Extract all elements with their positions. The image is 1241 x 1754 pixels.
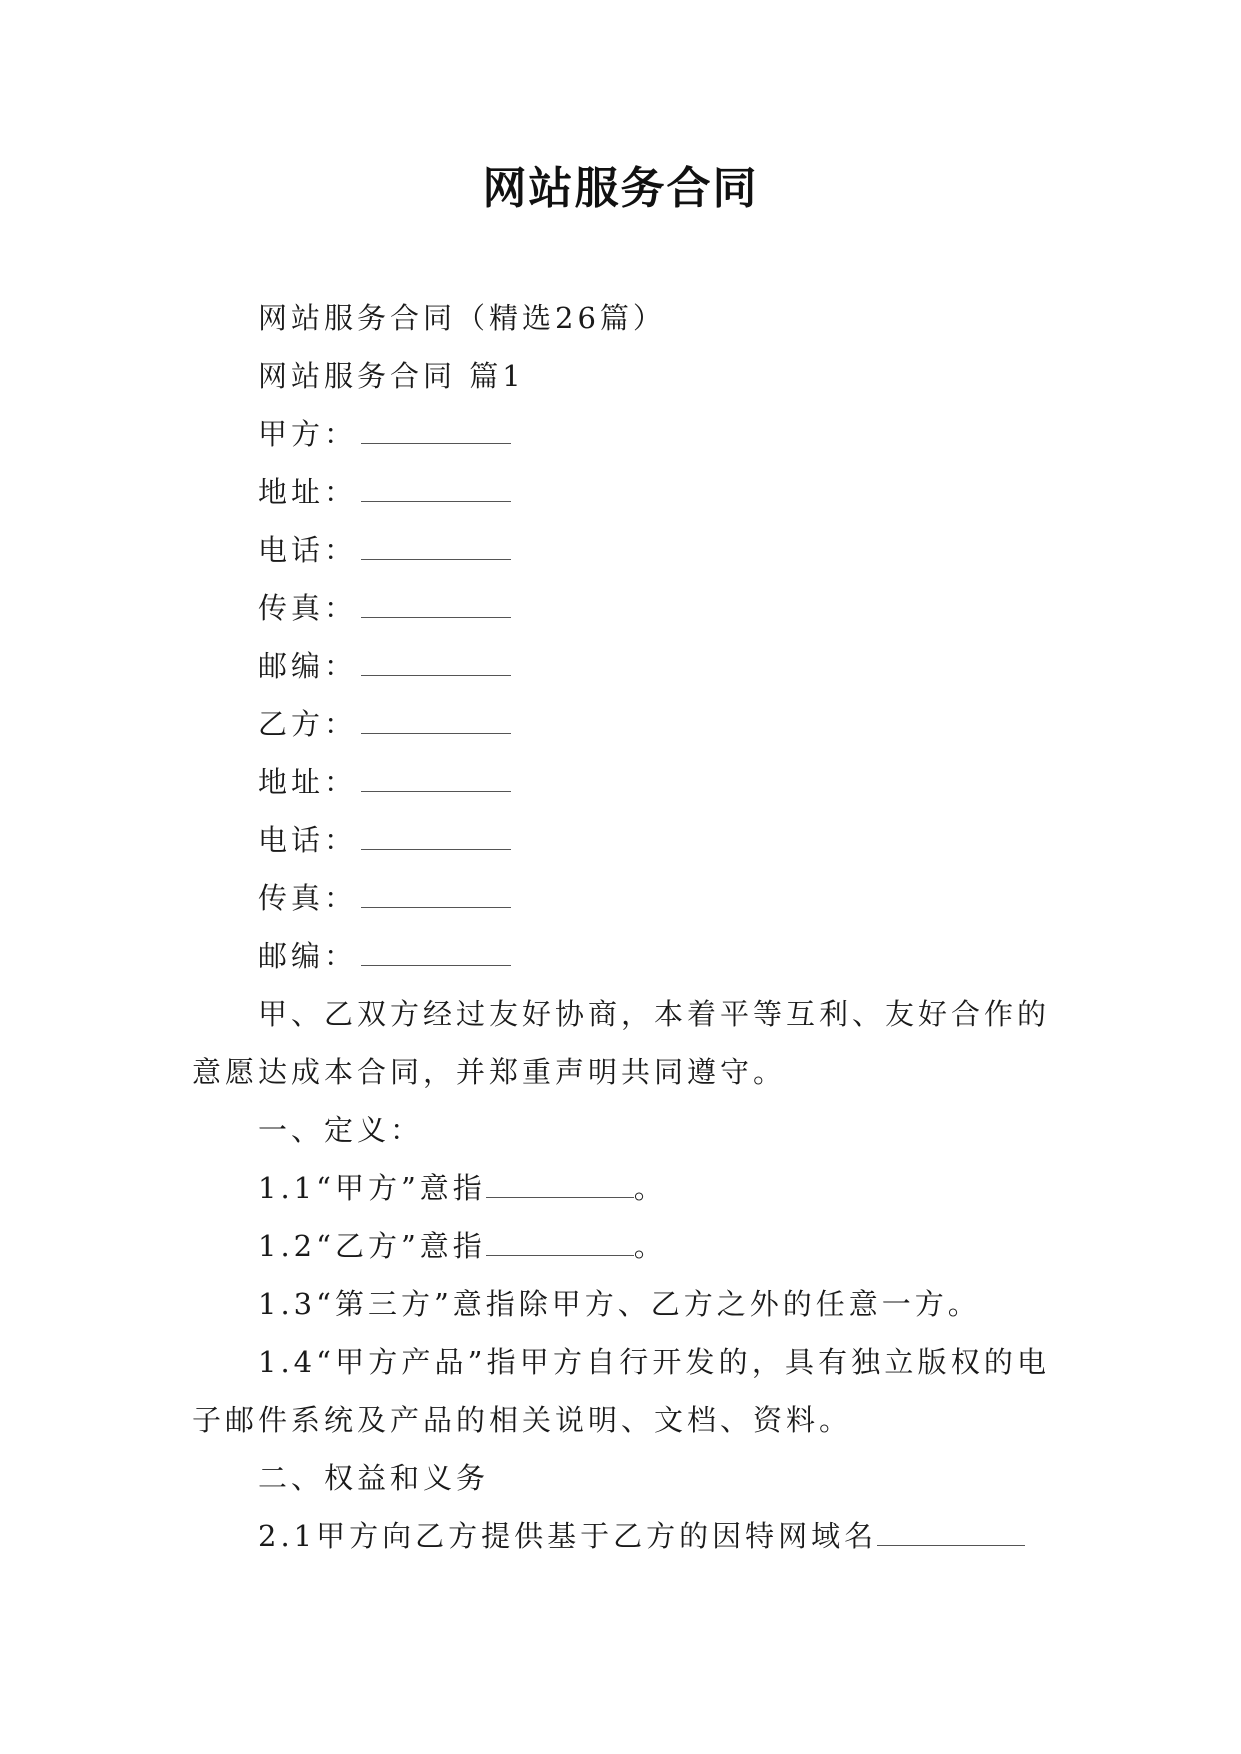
clause-1-3: 1.3“第三方”意指除甲方、乙方之外的任意一方。 [258,1287,981,1321]
fill-in-blank [361,479,511,502]
document-title: 网站服务合同 [482,163,759,214]
field-label: 甲方： [258,417,358,451]
field-label: 地址： [258,475,358,509]
party-b-postcode-field [192,927,1050,985]
fill-in-blank [361,537,511,560]
field-label: 电话： [258,823,358,857]
clause-1-2 [192,1217,1050,1275]
fill-in-blank [361,653,511,676]
field-label: 传真： [258,591,358,625]
fill-in-blank [877,1523,1025,1546]
fill-in-blank [361,595,511,618]
party-a-fax-field [192,579,1050,637]
party-b-fax-field [192,869,1050,927]
section-2-heading: 二、权益和义务 [258,1461,490,1495]
party-a-postcode-field [192,637,1050,695]
field-label: 地址： [258,765,358,799]
document-body [192,289,1050,1565]
party-b-phone-field [192,811,1050,869]
party-b-address-field [192,753,1050,811]
clause-text: 2.1甲方向乙方提供基于乙方的因特网域名 [258,1519,878,1553]
intro-paragraph: 甲、乙双方经过友好协商，本着平等互利、友好合作的意愿达成本合同，并郑重声明共同遵守。 [192,997,1051,1089]
fill-in-blank [486,1175,634,1198]
clause-2-1 [192,1507,1050,1565]
clause-end-mark: 。 [633,1229,667,1263]
fill-in-blank [361,711,511,734]
field-label: 电话： [258,533,358,567]
clause-text: 1.1“甲方”意指 [258,1171,486,1205]
fill-in-blank [361,421,511,444]
section-1-heading: 一、定义： [258,1113,424,1147]
fill-in-blank [486,1233,634,1256]
fill-in-blank [361,827,511,850]
clause-end-mark: 。 [633,1171,667,1205]
clause-1-1 [192,1159,1050,1217]
field-label: 邮编： [258,649,358,683]
section-heading: 网站服务合同 篇1 [258,359,525,393]
clause-text: 1.2“乙方”意指 [258,1229,486,1263]
field-label: 传真： [258,881,358,915]
clause-1-4: 1.4“甲方产品”指甲方自行开发的，具有独立版权的电子邮件系统及产品的相关说明、文档、资料。 [192,1345,1050,1437]
party-a-address-field [192,463,1050,521]
party-a-phone-field [192,521,1050,579]
party-b-name-field [192,695,1050,753]
fill-in-blank [361,769,511,792]
fill-in-blank [361,943,511,966]
party-a-name-field [192,405,1050,463]
field-label: 邮编： [258,939,358,973]
fill-in-blank [361,885,511,908]
document-subtitle: 网站服务合同（精选26篇） [258,301,666,335]
field-label: 乙方： [258,707,358,741]
